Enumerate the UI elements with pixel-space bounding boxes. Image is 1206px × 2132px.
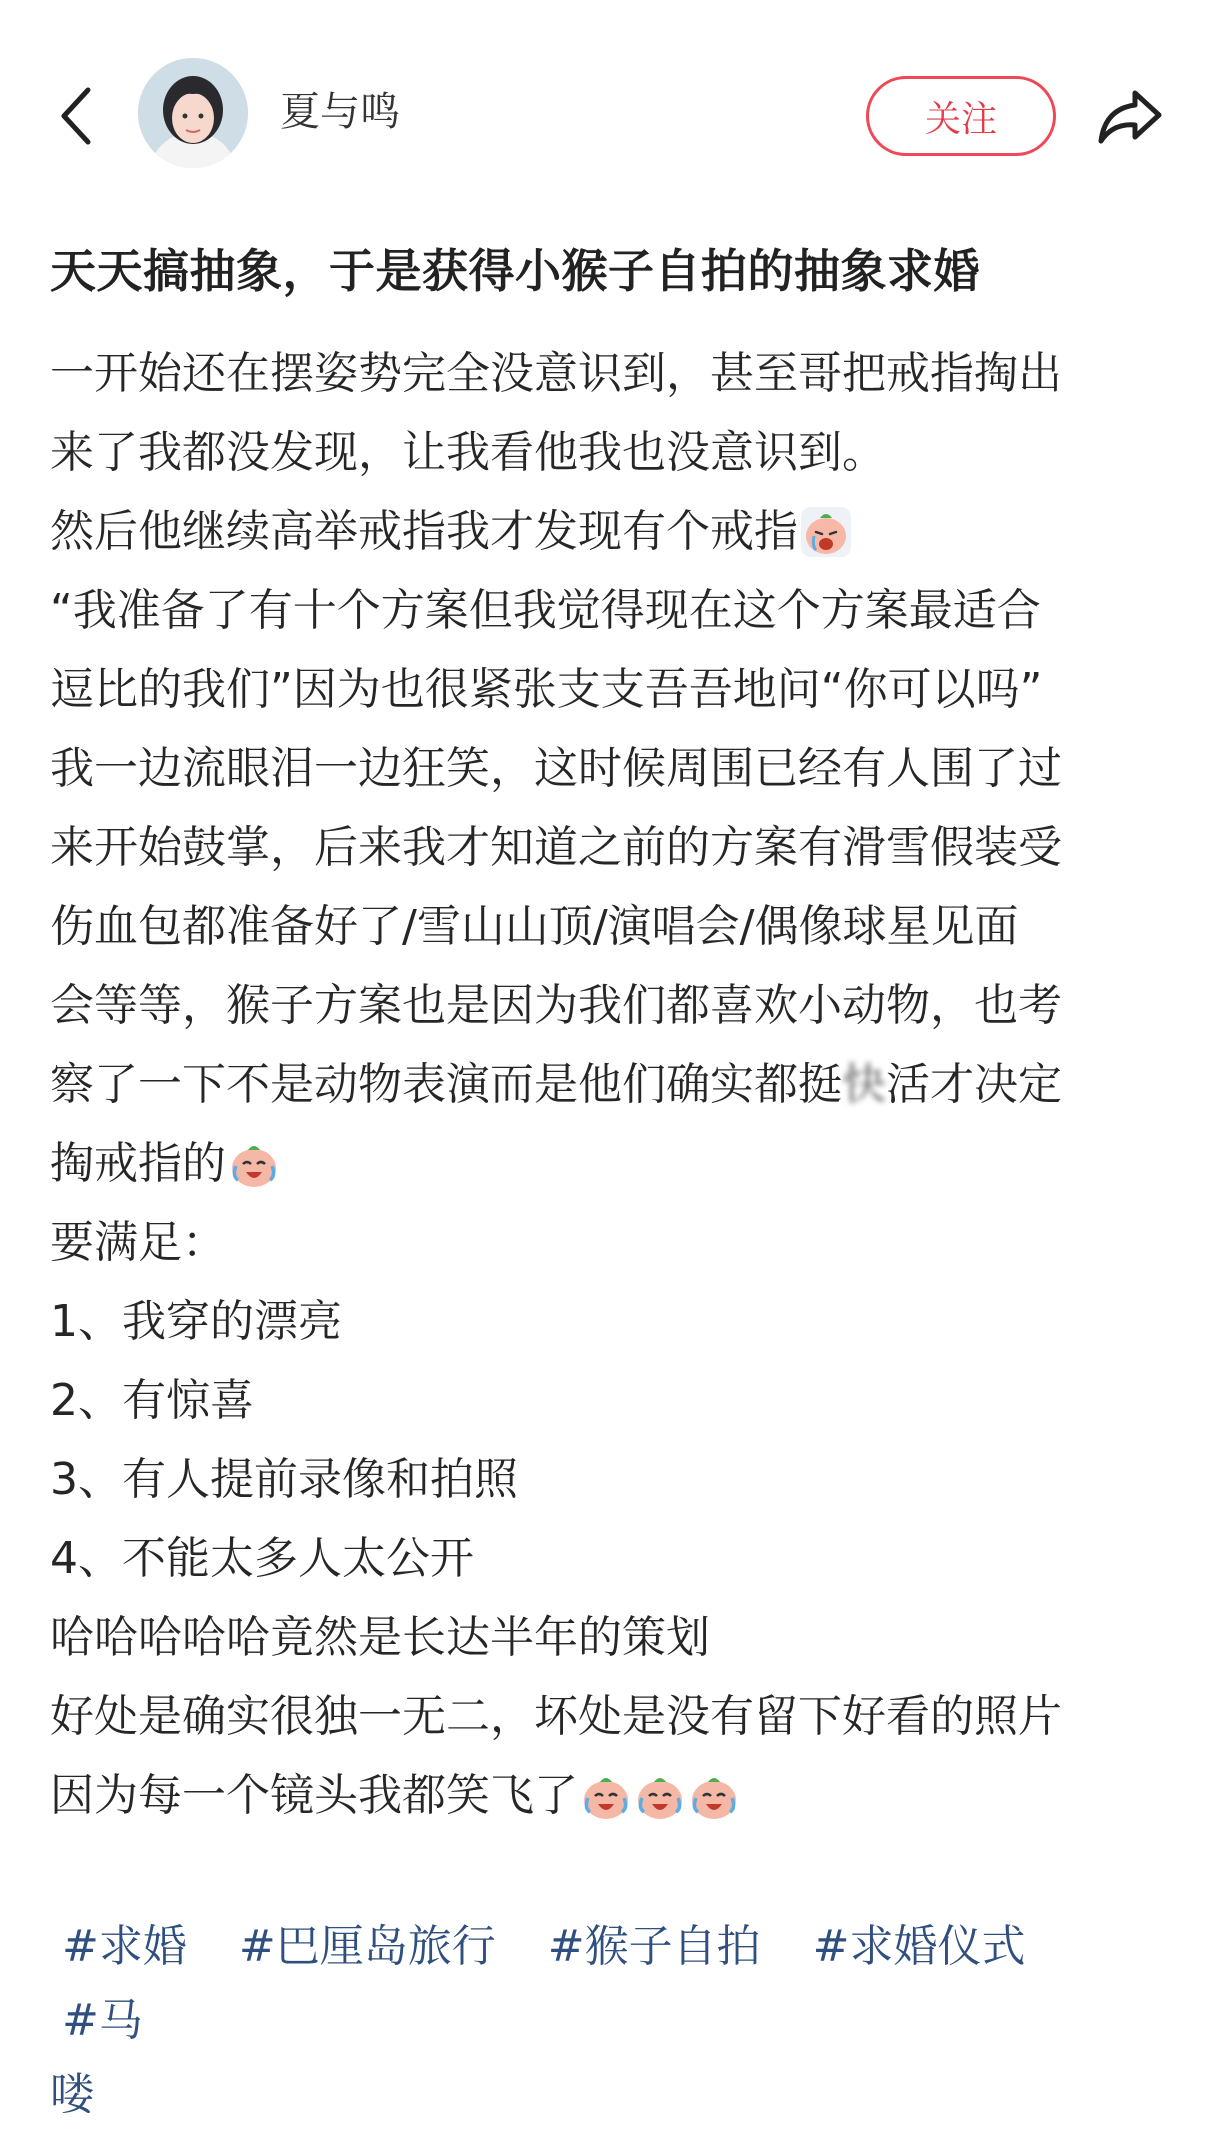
body-line: 1、我穿的漂亮 xyxy=(50,1296,342,1347)
back-button[interactable] xyxy=(48,80,104,152)
body-line xyxy=(50,492,1166,571)
body-line: 哈哈哈哈哈竟然是长达半年的策划 xyxy=(50,1612,710,1663)
body-text: 察了一下不是动物表演而是他们确实都挺 xyxy=(50,1059,842,1110)
body-line: 我一边流眼泪一边狂笑，这时候周围已经有人围了过 xyxy=(50,743,1062,794)
body-line: 伤血包都准备好了/雪山山顶/演唱会/偶像球星见面 xyxy=(50,901,1019,952)
body-line: 3、有人提前录像和拍照 xyxy=(50,1454,518,1505)
body-line: 4、不能太多人太公开 xyxy=(50,1533,474,1584)
body-line: 来开始鼓掌，后来我才知道之前的方案有滑雪假装受 xyxy=(50,822,1062,873)
author-avatar[interactable] xyxy=(138,58,248,168)
post-header xyxy=(0,0,1206,220)
chevron-left-icon xyxy=(58,86,94,146)
body-line: 要满足： xyxy=(50,1217,226,1268)
crying-peach-emoji xyxy=(800,506,852,558)
hashtag[interactable]: #猴子自拍 xyxy=(547,1921,761,1972)
post-title: 天天搞抽象，于是获得小猴子自拍的抽象求婚 xyxy=(50,244,980,298)
hashtag[interactable]: #求婚 xyxy=(62,1921,187,1972)
body-line xyxy=(50,1756,1166,1835)
body-text: 掏戒指的 xyxy=(50,1138,226,1189)
hashtag-list xyxy=(50,1910,1170,2132)
laugh-tears-emoji xyxy=(580,1770,632,1822)
hashtag[interactable]: #求婚仪式 xyxy=(812,1921,1026,1972)
body-text: 然后他继续高举戒指我才发现有个戒指 xyxy=(50,506,798,557)
laugh-tears-emoji xyxy=(634,1770,686,1822)
hashtag[interactable]: #巴厘岛旅行 xyxy=(238,1921,496,1972)
body-line: 逗比的我们”因为也很紧张支支吾吾地问“你可以吗” xyxy=(50,664,1043,715)
laugh-tears-emoji xyxy=(688,1770,740,1822)
hashtag-continued[interactable]: 喽 xyxy=(50,2069,94,2120)
body-line: 来了我都没发现，让我看他我也没意识到。 xyxy=(50,427,886,478)
blurred-text: 快 xyxy=(842,1059,886,1110)
share-arrow-icon xyxy=(1097,87,1163,145)
follow-button[interactable]: 关注 xyxy=(866,76,1056,156)
author-name[interactable]: 夏与鸣 xyxy=(280,89,400,135)
post-body xyxy=(50,334,1166,1835)
body-line: 好处是确实很独一无二，坏处是没有留下好看的照片 xyxy=(50,1691,1062,1742)
laugh-tears-emoji xyxy=(228,1138,280,1190)
share-button[interactable] xyxy=(1094,84,1166,148)
hashtag[interactable]: #马 xyxy=(62,1995,143,2046)
body-text: 活才决定 xyxy=(886,1059,1062,1110)
body-text: 因为每一个镜头我都笑飞了 xyxy=(50,1770,578,1821)
body-line: 一开始还在摆姿势完全没意识到，甚至哥把戒指掏出 xyxy=(50,348,1062,399)
body-line: 会等等，猴子方案也是因为我们都喜欢小动物，也考 xyxy=(50,980,1062,1031)
body-line: 2、有惊喜 xyxy=(50,1375,254,1426)
avatar-image xyxy=(138,58,248,168)
body-line xyxy=(50,1124,1166,1203)
body-line: “我准备了有十个方案但我觉得现在这个方案最适合 xyxy=(50,585,1041,636)
body-line xyxy=(50,1045,1166,1124)
